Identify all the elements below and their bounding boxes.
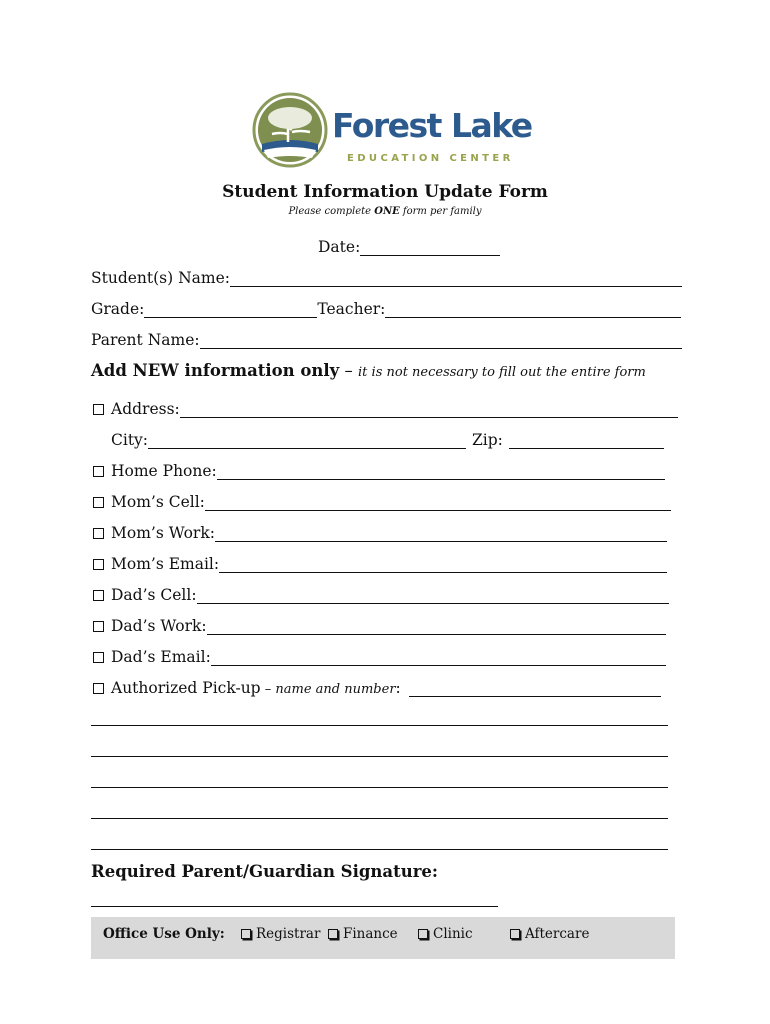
office-option-clinic[interactable] bbox=[418, 926, 473, 942]
pickup-line-2[interactable] bbox=[91, 756, 668, 757]
office-use-box bbox=[91, 917, 675, 959]
date-label: Date: bbox=[318, 238, 361, 256]
logo bbox=[252, 92, 532, 172]
moms-work-row bbox=[93, 524, 667, 542]
pickup-label: Authorized Pick-up bbox=[111, 679, 261, 697]
office-use-label: Office Use Only: bbox=[103, 926, 225, 942]
home-phone-checkbox[interactable] bbox=[93, 466, 104, 477]
zip-field[interactable] bbox=[509, 431, 664, 449]
dads-email-label: Dad’s Email: bbox=[111, 648, 211, 666]
pickup-row bbox=[93, 679, 661, 697]
registrar-label: Registrar bbox=[256, 926, 321, 942]
dads-cell-label: Dad’s Cell: bbox=[111, 586, 197, 604]
teacher-field[interactable] bbox=[385, 300, 681, 318]
grade-label: Grade: bbox=[91, 300, 145, 318]
moms-email-field[interactable] bbox=[219, 555, 667, 573]
dads-email-checkbox[interactable] bbox=[93, 652, 104, 663]
form-title: Student Information Update Form bbox=[222, 182, 548, 202]
instructions-dash: – bbox=[339, 361, 359, 380]
clinic-label: Clinic bbox=[433, 926, 473, 942]
pickup-checkbox[interactable] bbox=[93, 683, 104, 694]
pickup-line-3[interactable] bbox=[91, 787, 668, 788]
parent-name-row bbox=[91, 331, 682, 349]
address-label: Address: bbox=[111, 400, 180, 418]
instructions-bold: Add NEW information only bbox=[91, 361, 340, 380]
registrar-checkbox-icon[interactable] bbox=[241, 929, 251, 939]
student-name-row bbox=[91, 269, 682, 287]
moms-cell-checkbox[interactable] bbox=[93, 497, 104, 508]
finance-label: Finance bbox=[343, 926, 398, 942]
pickup-note: – name and number bbox=[260, 682, 396, 697]
pickup-line-1[interactable] bbox=[91, 725, 668, 726]
home-phone-label: Home Phone: bbox=[111, 462, 217, 480]
address-field[interactable] bbox=[180, 400, 678, 418]
finance-checkbox-icon[interactable] bbox=[328, 929, 338, 939]
signature-label: Required Parent/Guardian Signature: bbox=[91, 862, 438, 881]
brand-subtitle: EDUCATION CENTER bbox=[347, 153, 514, 164]
moms-cell-label: Mom’s Cell: bbox=[111, 493, 205, 511]
date-row bbox=[318, 238, 500, 256]
subtitle-pre: Please complete bbox=[288, 206, 375, 217]
home-phone-field[interactable] bbox=[217, 462, 665, 480]
parent-name-field[interactable] bbox=[200, 331, 682, 349]
city-zip-row bbox=[111, 431, 664, 449]
city-field[interactable] bbox=[148, 431, 466, 449]
dads-cell-row bbox=[93, 586, 669, 604]
moms-cell-field[interactable] bbox=[205, 493, 671, 511]
dads-work-row bbox=[93, 617, 666, 635]
subtitle-bold: ONE bbox=[374, 206, 400, 217]
moms-work-checkbox[interactable] bbox=[93, 528, 104, 539]
dads-work-label: Dad’s Work: bbox=[111, 617, 207, 635]
dads-email-field[interactable] bbox=[211, 648, 666, 666]
instructions bbox=[91, 361, 646, 380]
brand-name: Forest Lake bbox=[332, 106, 532, 145]
dads-cell-checkbox[interactable] bbox=[93, 590, 104, 601]
moms-email-checkbox[interactable] bbox=[93, 559, 104, 570]
pickup-colon: : bbox=[395, 679, 401, 697]
student-name-label: Student(s) Name: bbox=[91, 269, 231, 287]
home-phone-row bbox=[93, 462, 665, 480]
dads-cell-field[interactable] bbox=[197, 586, 669, 604]
instructions-italic: it is not necessary to fill out the entire form bbox=[358, 365, 646, 380]
address-row bbox=[93, 400, 678, 418]
moms-cell-row bbox=[93, 493, 671, 511]
address-checkbox[interactable] bbox=[93, 404, 104, 415]
pickup-field[interactable] bbox=[409, 679, 661, 697]
pickup-line-4[interactable] bbox=[91, 818, 668, 819]
moms-work-field[interactable] bbox=[215, 524, 667, 542]
grade-field[interactable] bbox=[144, 300, 317, 318]
parent-name-label: Parent Name: bbox=[91, 331, 200, 349]
zip-label: Zip: bbox=[472, 431, 503, 449]
dads-work-checkbox[interactable] bbox=[93, 621, 104, 632]
moms-email-row bbox=[93, 555, 667, 573]
city-label: City: bbox=[111, 431, 149, 449]
pickup-line-5[interactable] bbox=[91, 849, 668, 850]
office-option-registrar[interactable] bbox=[241, 926, 320, 942]
student-name-field[interactable] bbox=[230, 269, 682, 287]
office-option-aftercare[interactable] bbox=[510, 926, 589, 942]
date-field[interactable] bbox=[360, 238, 500, 256]
dads-email-row bbox=[93, 648, 666, 666]
moms-work-label: Mom’s Work: bbox=[111, 524, 215, 542]
aftercare-label: Aftercare bbox=[525, 926, 590, 942]
signature-field[interactable] bbox=[91, 906, 498, 907]
subtitle-post: form per family bbox=[399, 206, 482, 217]
clinic-checkbox-icon[interactable] bbox=[418, 929, 428, 939]
dads-work-field[interactable] bbox=[207, 617, 666, 635]
teacher-label: Teacher: bbox=[317, 300, 386, 318]
aftercare-checkbox-icon[interactable] bbox=[510, 929, 520, 939]
grade-teacher-row bbox=[91, 300, 681, 318]
moms-email-label: Mom’s Email: bbox=[111, 555, 220, 573]
form-subtitle bbox=[0, 206, 770, 217]
tree-logo-icon bbox=[252, 92, 328, 168]
office-option-finance[interactable] bbox=[328, 926, 398, 942]
